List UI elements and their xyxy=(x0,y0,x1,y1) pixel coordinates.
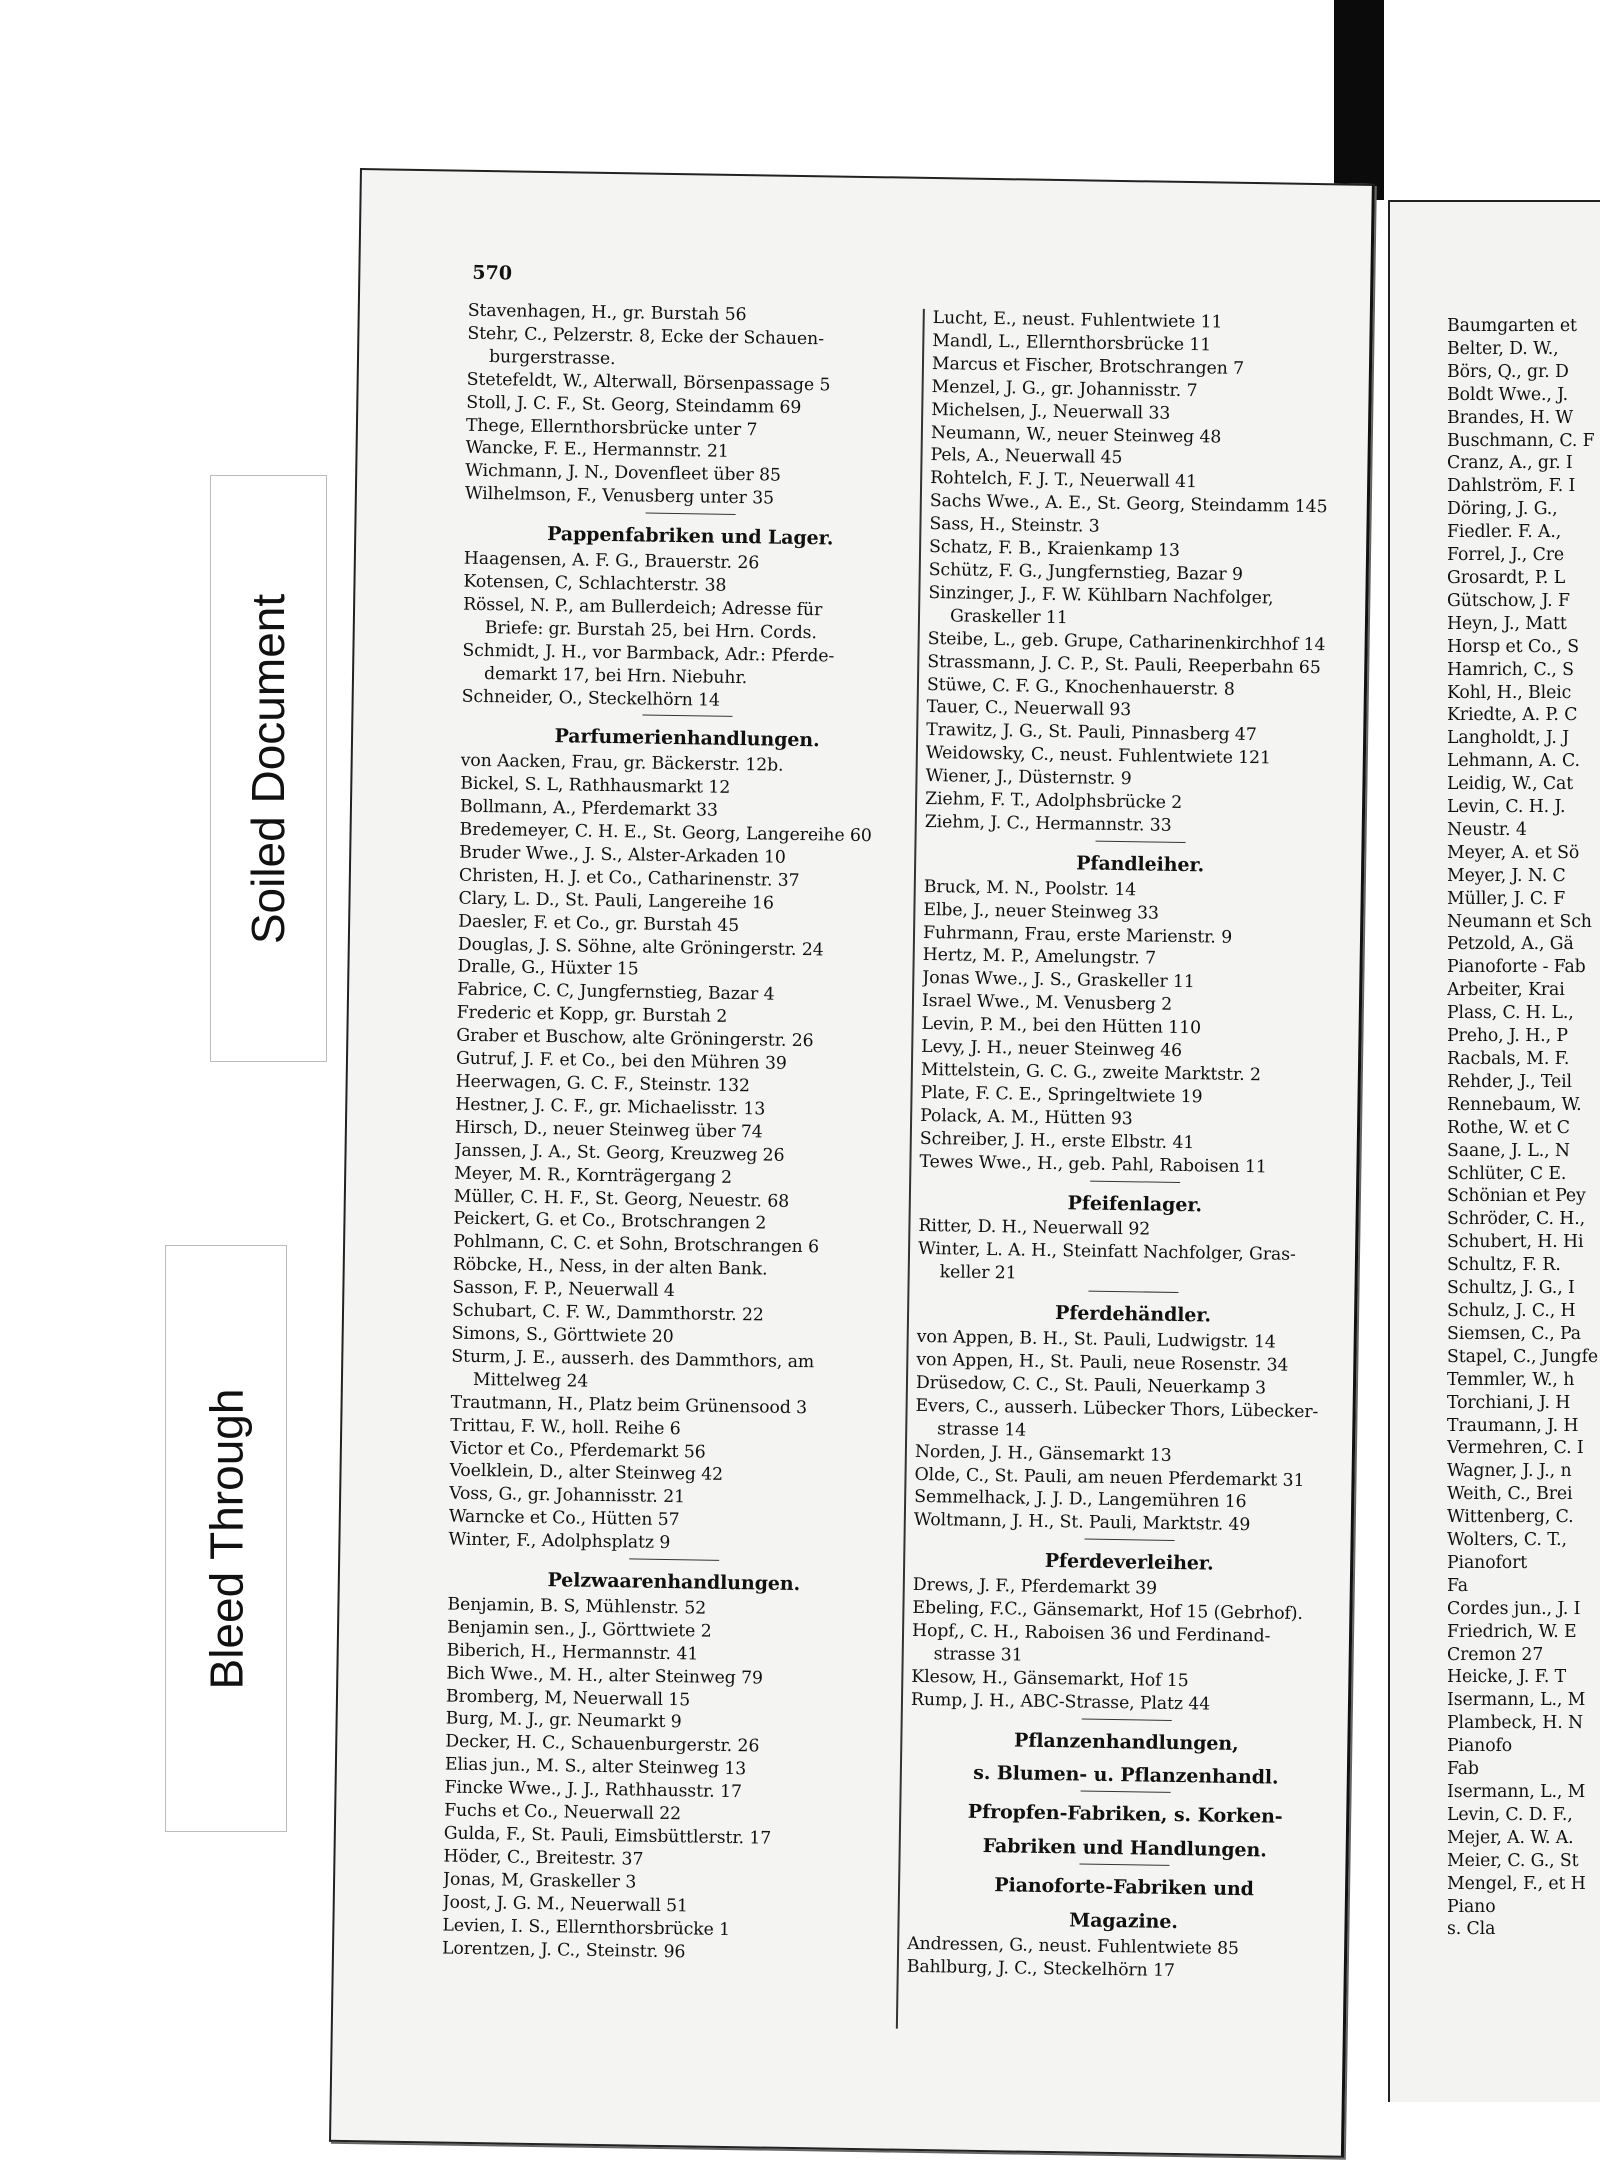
directory-entry: Winter, L. A. H., Steinfatt Nachfolger, Gras- xyxy=(917,1239,1296,1266)
section-rule xyxy=(1085,1539,1175,1541)
directory-entry: Levin, P. M., bei den Hütten 110 xyxy=(921,1014,1202,1039)
directory-entry: Janssen, J. A., St. Georg, Kreuzweg 26 xyxy=(454,1140,785,1166)
directory-entry: Röbcke, H., Ness, in der alten Bank. xyxy=(452,1254,768,1280)
directory-entry: Rump, J. H., ABC-Strasse, Platz 44 xyxy=(910,1689,1211,1715)
directory-entry: Ziehm, J. C., Hermannstr. 33 xyxy=(924,811,1172,836)
next-page-entry: Neustr. 4 xyxy=(1447,819,1527,840)
directory-entry: Haagensen, A. F. G., Brauerstr. 26 xyxy=(463,548,760,574)
directory-entry: Stavenhagen, H., gr. Burstah 56 xyxy=(467,300,747,326)
directory-entry: Daesler, F. et Co., gr. Burstah 45 xyxy=(458,911,740,936)
next-page-entry: Forrel, J., Cre xyxy=(1447,545,1564,566)
directory-entry: Clary, L. D., St. Pauli, Langereihe 16 xyxy=(458,888,774,914)
next-page-entry: Piano xyxy=(1447,1896,1496,1917)
section-rule xyxy=(1081,1791,1171,1793)
section-heading: Pferdehändler. xyxy=(1054,1302,1212,1327)
directory-entry: Drüsedow, C. C., St. Pauli, Neuerkamp 3 xyxy=(915,1372,1267,1399)
directory-entry: Jonas, M, Graskeller 3 xyxy=(442,1869,637,1893)
directory-entry: Decker, H. C., Schauenburgerstr. 26 xyxy=(445,1731,760,1757)
next-page-entry: Wagner, J. J., n xyxy=(1447,1461,1572,1482)
directory-entry: Benjamin sen., J., Görttwiete 2 xyxy=(446,1617,712,1642)
section-heading: Pfropfen-Fabriken, s. Korken- xyxy=(967,1801,1283,1829)
directory-entry: Bredemeyer, C. H. E., St. Georg, Langereihe 60 xyxy=(459,819,872,847)
next-page-entry: Hamrich, C., S xyxy=(1447,659,1574,680)
directory-entry: Wichmann, J. N., Dovenfleet über 85 xyxy=(465,461,782,486)
next-page-entry: Rothe, W. et C xyxy=(1447,1117,1570,1138)
directory-entry: Sachs Wwe., A. E., St. Georg, Steindamm 145 xyxy=(929,491,1328,518)
next-page-entry: Meier, C. G., St xyxy=(1447,1850,1579,1871)
directory-entry: Simons, S., Görttwiete 20 xyxy=(451,1323,674,1348)
section-rule xyxy=(1096,840,1186,842)
next-page-entry: Leidig, W., Cat xyxy=(1447,774,1574,795)
directory-entry: Hestner, J. C. F., gr. Michaelisstr. 13 xyxy=(455,1094,766,1120)
section-rule xyxy=(642,715,732,717)
directory-entry: Fuchs et Co., Neuerwall 22 xyxy=(444,1800,682,1825)
directory-entry: Pohlmann, C. C. et Sohn, Brotschrangen 6 xyxy=(452,1231,820,1258)
soiled-document-text: Soiled Document xyxy=(242,593,295,944)
section-heading: Parfumerienhandlungen. xyxy=(554,725,820,752)
directory-entry: Lucht, E., neust. Fuhlentwiete 11 xyxy=(932,308,1223,333)
directory-entry: Rohtelch, F. J. T., Neuerwall 41 xyxy=(930,468,1198,493)
next-page-entry: Fa xyxy=(1447,1575,1468,1596)
next-page-entry: Isermann, L., M xyxy=(1447,1690,1586,1711)
directory-column-right xyxy=(907,307,1365,1985)
directory-entry: Fuhrmann, Frau, erste Marienstr. 9 xyxy=(922,922,1233,948)
next-page-entry: Müller, J. C. F xyxy=(1447,888,1566,909)
next-page-entry: Cordes jun., J. I xyxy=(1447,1598,1581,1619)
next-page-entry: Cranz, A., gr. I xyxy=(1447,453,1573,474)
directory-entry: Burg, M. J., gr. Neumarkt 9 xyxy=(445,1709,682,1733)
directory-entry: Wancke, F. E., Hermannstr. 21 xyxy=(465,438,729,463)
next-page-entry: Brandes, H. W xyxy=(1447,407,1574,428)
directory-entry: Peickert, G. et Co., Brotschrangen 2 xyxy=(453,1209,767,1234)
directory-entry: Thege, Ellernthorsbrücke unter 7 xyxy=(465,415,758,440)
next-page-entry: Buschmann, C. F xyxy=(1447,430,1595,451)
directory-entry: Menzel, J. G., gr. Johannisstr. 7 xyxy=(931,376,1198,401)
directory-entry: Marcus et Fischer, Brotschrangen 7 xyxy=(931,353,1245,379)
directory-entry: Strassmann, J. C. P., St. Pauli, Reeperbahn 65 xyxy=(927,651,1321,678)
next-page-entry: Stapel, C., Jungfe xyxy=(1447,1346,1599,1367)
directory-entry: Stetefeldt, W., Alterwall, Börsenpassage 5 xyxy=(466,369,831,396)
directory-entry: Bromberg, M, Neuerwall 15 xyxy=(445,1686,691,1710)
section-note: Magazine. xyxy=(1069,1909,1179,1934)
next-page-entry: Neumann et Sch xyxy=(1447,911,1592,932)
directory-entry: Benjamin, B. S, Mühlenstr. 52 xyxy=(447,1594,707,1619)
next-page-entry: Torchiani, J. H xyxy=(1447,1392,1571,1413)
section-rule xyxy=(629,1558,719,1560)
directory-entry: Schreiber, J. H., erste Elbstr. 41 xyxy=(919,1128,1195,1153)
directory-entry: Woltmann, J. H., St. Pauli, Marktstr. 49 xyxy=(913,1510,1251,1536)
next-page-entry: Horsp et Co., S xyxy=(1447,636,1579,657)
directory-entry: von Appen, B. H., St. Pauli, Ludwigstr. 14 xyxy=(916,1326,1276,1353)
next-page-entry: Weith, C., Brei xyxy=(1447,1484,1573,1505)
next-page-entry: Gütschow, J. F xyxy=(1447,590,1570,611)
directory-entry: Michelsen, J., Neuerwall 33 xyxy=(931,399,1171,424)
section-rule xyxy=(1088,1291,1178,1293)
directory-entry: Winter, F., Adolphsplatz 9 xyxy=(448,1529,671,1554)
directory-entry: Kotensen, C, Schlachterstr. 38 xyxy=(463,571,727,596)
directory-entry: Ebeling, F.C., Gänsemarkt, Hof 15 (Gebrhof). xyxy=(912,1597,1303,1625)
section-rule xyxy=(1079,1864,1169,1866)
next-page-entry: Petzold, A., Gä xyxy=(1447,934,1574,955)
directory-entry: Neumann, W., neuer Steinweg 48 xyxy=(930,422,1222,448)
next-page-entry: Kohl, H., Bleic xyxy=(1447,682,1572,703)
next-page-entry: Langholdt, J. J xyxy=(1447,728,1570,749)
directory-entry: von Aacken, Frau, gr. Bäckerstr. 12b. xyxy=(460,750,784,777)
next-page-entry: Baumgarten et xyxy=(1447,316,1577,336)
next-page-entry: Dahlström, F. I xyxy=(1447,476,1576,497)
directory-entry: Klesow, H., Gänsemarkt, Hof 15 xyxy=(911,1666,1189,1691)
next-page-entry: Wolters, C. T., xyxy=(1447,1530,1567,1551)
directory-entry: Elbe, J., neuer Steinweg 33 xyxy=(923,899,1160,924)
directory-entry: Sinzinger, J., F. W. Kühlbarn Nachfolger, xyxy=(928,582,1274,609)
next-page-entry: Isermann, L., M xyxy=(1447,1782,1586,1802)
directory-entry: Schmidt, J. H., vor Barmback, Adr.: Pferde- xyxy=(462,640,835,667)
directory-entry: Olde, C., St. Pauli, am neuen Pferdemarkt 31 xyxy=(914,1464,1305,1491)
directory-entry: Douglas, J. S. Söhne, alte Gröningerstr. 24 xyxy=(457,934,824,960)
next-page-entry: Rehder, J., Teil xyxy=(1447,1071,1572,1092)
next-page-entry: Traumann, J. H xyxy=(1447,1415,1579,1436)
directory-entry: Plate, F. C. E., Springeltwiete 19 xyxy=(920,1082,1203,1108)
next-page-entry: Schröder, C. H., xyxy=(1447,1209,1585,1230)
directory-entry: Trittau, F. W., holl. Reihe 6 xyxy=(450,1415,681,1439)
next-page-entry: Levin, C. H. J. xyxy=(1447,797,1566,818)
soiled-document-label xyxy=(210,475,327,1062)
section-rule xyxy=(1090,1180,1180,1182)
directory-entry: Graber et Buschow, alte Gröningerstr. 26 xyxy=(456,1025,814,1052)
scanner-bar-right xyxy=(1384,0,1600,190)
next-page-entry: Plass, C. H. L., xyxy=(1447,1003,1574,1024)
directory-entry: Tauer, C., Neuerwall 93 xyxy=(926,697,1132,721)
directory-entry: Steibe, L., geb. Grupe, Catharinenkirchhof 14 xyxy=(927,628,1326,655)
section-heading: Pflanzenhandlungen, xyxy=(1013,1729,1239,1755)
directory-entry: Elias jun., M. S., alter Steinweg 13 xyxy=(444,1754,747,1780)
section-heading: Pfeifenlager. xyxy=(1067,1191,1203,1216)
directory-entry: Rössel, N. P., am Bullerdeich; Adresse für xyxy=(462,594,823,621)
next-page-entry: Schultz, J. G., I xyxy=(1447,1278,1575,1299)
directory-entry: Schubart, C. F. W., Dammthorstr. 22 xyxy=(451,1300,764,1326)
section-heading: Pelzwaarenhandlungen. xyxy=(547,1569,801,1596)
directory-entry: Stehr, C., Pelzerstr. 8, Ecke der Schauen- xyxy=(467,323,825,350)
directory-entry: Dralle, G., Hüxter 15 xyxy=(457,957,639,980)
next-page-entry: Preho, J. H., P xyxy=(1447,1026,1568,1047)
next-page-entry: Boldt Wwe., J. xyxy=(1447,384,1569,405)
directory-entry: Sass, H., Steinstr. 3 xyxy=(929,514,1100,537)
directory-entry: Wilhelmson, F., Venusberg unter 35 xyxy=(464,483,775,509)
page-number: 570 xyxy=(472,261,513,285)
directory-entry: Wiener, J., Düsternstr. 9 xyxy=(925,766,1132,790)
directory-entry: Bahlburg, J. C., Steckelhörn 17 xyxy=(906,1956,1175,1981)
directory-entry: Höder, C., Breitestr. 37 xyxy=(443,1846,644,1870)
directory-entry: Fincke Wwe., J. J., Rathhausstr. 17 xyxy=(444,1777,742,1803)
directory-entry-continuation: burgerstrasse. xyxy=(488,346,616,369)
scanner-bar-top xyxy=(1334,0,1384,152)
next-page-entry: Schultz, F. R. xyxy=(1447,1255,1561,1276)
directory-entry: Schütz, F. G., Jungfernstieg, Bazar 9 xyxy=(928,559,1243,585)
section-note: Fabriken und Handlungen. xyxy=(982,1835,1267,1862)
directory-entry: Bruck, M. N., Poolstr. 14 xyxy=(923,876,1137,901)
next-page-entry: Schönian et Pey xyxy=(1447,1186,1586,1207)
next-page-entry: Rennebaum, W. xyxy=(1447,1094,1582,1115)
next-page-entry: Heicke, J. F. T xyxy=(1447,1667,1567,1688)
directory-entry: Heerwagen, G. C. F., Steinstr. 132 xyxy=(455,1071,751,1097)
directory-entry: Lorentzen, J. C., Steinstr. 96 xyxy=(441,1938,686,1962)
directory-entry: Christen, H. J. et Co., Catharinenstr. 37 xyxy=(458,865,800,891)
directory-entry: Schatz, F. B., Kraienkamp 13 xyxy=(928,537,1180,561)
bleed-through-label xyxy=(165,1245,287,1832)
section-heading: Pappenfabriken und Lager. xyxy=(546,523,834,550)
next-page-entry: Pianoforte - Fab xyxy=(1447,957,1586,978)
directory-entry: Hertz, M. P., Amelungstr. 7 xyxy=(922,945,1157,970)
directory-entry: Frederic et Kopp, gr. Burstah 2 xyxy=(456,1002,728,1028)
directory-entry: Sasson, F. P., Neuerwall 4 xyxy=(452,1277,675,1302)
directory-entry: von Appen, H., St. Pauli, neue Rosenstr. 34 xyxy=(916,1349,1289,1376)
directory-entry: Drews, J. F., Pferdemarkt 39 xyxy=(912,1574,1158,1599)
directory-entry: Gulda, F., St. Pauli, Eimsbüttlerstr. 17 xyxy=(443,1823,772,1849)
next-page-entry: Meyer, J. N. C xyxy=(1447,865,1566,886)
next-page-entry: Racbals, M. F. xyxy=(1447,1049,1570,1069)
directory-entry-continuation: demarkt 17, bei Hrn. Niebuhr. xyxy=(483,663,748,688)
directory-entry: Evers, C., ausserh. Lübecker Thors, Lübecker- xyxy=(915,1395,1319,1422)
directory-entry: Trautmann, H., Platz beim Grünensood 3 xyxy=(450,1392,808,1418)
directory-entry: Warncke et Co., Hütten 57 xyxy=(448,1506,680,1531)
directory-entry-continuation: Graskeller 11 xyxy=(949,606,1068,628)
directory-entry: Hopf,, C. H., Raboisen 36 und Ferdinand- xyxy=(911,1620,1271,1647)
next-page-entry: Temmler, W., h xyxy=(1447,1369,1575,1390)
next-page-entry: Mengel, F., et H xyxy=(1447,1873,1586,1894)
next-page-entry: Belter, D. W., xyxy=(1447,338,1559,359)
directory-entry: Mandl, L., Ellernthorsbrücke 11 xyxy=(932,330,1212,356)
directory-entry: Semmelhack, J. J. D., Langemühren 16 xyxy=(914,1487,1247,1513)
next-page-entry: Grosardt, P. L xyxy=(1447,567,1566,588)
directory-entry: Stoll, J. C. F., St. Georg, Steindamm 69 xyxy=(466,392,802,418)
directory-entry: Levien, I. S., Ellernthorsbrücke 1 xyxy=(442,1915,731,1940)
bleed-through-text: Bleed Through xyxy=(200,1388,252,1689)
directory-entry: Schneider, O., Steckelhörn 14 xyxy=(461,686,721,711)
directory-entry: Bruder Wwe., J. S., Alster-Arkaden 10 xyxy=(459,842,786,868)
next-page-entry: Schlüter, C E. xyxy=(1447,1163,1567,1184)
directory-entry: Biberich, H., Hermannstr. 41 xyxy=(446,1640,699,1665)
next-page-entry: Mejer, A. W. A. xyxy=(1447,1827,1574,1848)
next-page-entry: Pianofort xyxy=(1447,1552,1528,1573)
section-heading: Pianoforte-Fabriken und xyxy=(994,1874,1254,1901)
directory-entry: Gutruf, J. F. et Co., bei den Mühren 39 xyxy=(455,1048,787,1074)
next-page-entry: Friedrich, W. E xyxy=(1447,1621,1577,1642)
directory-entry: Trawitz, J. G., St. Pauli, Pinnasberg 47 xyxy=(926,720,1257,746)
directory-entry: Tewes Wwe., H., geb. Pahl, Raboisen 11 xyxy=(919,1151,1267,1177)
next-page-entry: Fab xyxy=(1447,1759,1479,1780)
directory-entry: Voss, G., gr. Johannisstr. 21 xyxy=(449,1483,686,1508)
directory-entry: Joost, J. G. M., Neuerwall 51 xyxy=(442,1892,689,1917)
directory-entry: Norden, J. H., Gänsemarkt 13 xyxy=(914,1441,1172,1466)
next-page-entry: Wittenberg, C. xyxy=(1447,1507,1574,1528)
directory-entry: Jonas Wwe., J. S., Graskeller 11 xyxy=(922,968,1195,993)
directory-entry: Victor et Co., Pferdemarkt 56 xyxy=(449,1438,706,1463)
next-page-entry: Vermehren, C. I xyxy=(1447,1438,1584,1459)
directory-entry-continuation: keller 21 xyxy=(939,1262,1017,1284)
directory-entry: Levy, J. H., neuer Steinweg 46 xyxy=(921,1037,1183,1062)
directory-entry: Meyer, M. R., Kornträgergang 2 xyxy=(454,1163,733,1188)
section-rule xyxy=(1082,1718,1172,1720)
next-page-entry: Heyn, J., Matt xyxy=(1447,613,1567,634)
next-page-entry: Siemsen, C., Pa xyxy=(1447,1323,1581,1344)
next-page-entry: Pianofo xyxy=(1447,1736,1513,1757)
directory-entry: Bollmann, A., Pferdemarkt 33 xyxy=(459,796,719,821)
directory-entry: Ziehm, F. T., Adolphsbrücke 2 xyxy=(925,788,1183,814)
directory-entry: Weidowsky, C., neust. Fuhlentwiete 121 xyxy=(925,743,1272,769)
next-page-entry: s. Cla xyxy=(1447,1919,1496,1940)
next-page-entry: Börs, Q., gr. D xyxy=(1447,361,1569,382)
book-page-left xyxy=(329,168,1375,2158)
next-page-entry: Arbeiter, Krai xyxy=(1447,980,1565,1001)
section-rule xyxy=(646,513,736,515)
directory-entry: Ritter, D. H., Neuerwall 92 xyxy=(918,1216,1151,1240)
next-page-entry: Döring, J. G., xyxy=(1447,499,1558,520)
next-page-entry: Cremon 27 xyxy=(1447,1644,1544,1665)
next-page-entry: Meyer, A. et Sö xyxy=(1447,842,1580,863)
section-heading: Pfandleiher. xyxy=(1075,852,1205,877)
next-page-entry: Schulz, J. C., H xyxy=(1447,1300,1576,1321)
next-page-entry: Schubert, H. Hi xyxy=(1447,1232,1584,1253)
directory-entry: Voelklein, D., alter Steinweg 42 xyxy=(449,1460,724,1486)
next-page-entry: Plambeck, H. N xyxy=(1447,1713,1584,1734)
directory-entry-continuation: Mittelweg 24 xyxy=(472,1369,589,1392)
directory-entry: Hirsch, D., neuer Steinweg über 74 xyxy=(454,1117,763,1143)
section-note: s. Blumen- u. Pflanzenhandl. xyxy=(973,1762,1279,1790)
directory-entry: Müller, C. H. F., St. Georg, Neuestr. 68 xyxy=(453,1186,790,1212)
directory-entry: Andressen, G., neust. Fuhlentwiete 85 xyxy=(907,1933,1240,1960)
directory-entry-continuation: strasse 14 xyxy=(937,1418,1027,1441)
directory-column-next-page xyxy=(1447,315,1600,1941)
directory-column-left xyxy=(442,300,920,1967)
directory-entry: Bich Wwe., M. H., alter Steinweg 79 xyxy=(446,1663,764,1689)
directory-entry: Bickel, S. L, Rathhausmarkt 12 xyxy=(460,773,731,799)
section-heading: Pferdeverleiher. xyxy=(1044,1550,1214,1575)
next-page-entry: Kriedte, A. P. C xyxy=(1447,705,1578,726)
next-page-entry: Fiedler. F. A., xyxy=(1447,522,1562,543)
directory-entry: Israel Wwe., M. Venusberg 2 xyxy=(921,991,1173,1016)
directory-entry: Stüwe, C. F. G., Knochenhauerstr. 8 xyxy=(926,674,1235,700)
directory-entry: Sturm, J. E., ausserh. des Dammthors, am xyxy=(451,1346,815,1373)
next-page-entry: Levin, C. D. F., xyxy=(1447,1804,1573,1825)
directory-entry: Fabrice, C. C, Jungfernstieg, Bazar 4 xyxy=(456,980,775,1005)
directory-entry-continuation: Briefe: gr. Burstah 25, bei Hrn. Cords. xyxy=(484,617,817,644)
directory-entry: Pels, A., Neuerwall 45 xyxy=(930,445,1123,469)
directory-entry-continuation: strasse 31 xyxy=(933,1644,1023,1666)
directory-entry: Mittelstein, G. C. G., zweite Marktstr. 2 xyxy=(920,1059,1262,1086)
directory-entry: Polack, A. M., Hütten 93 xyxy=(920,1105,1133,1130)
next-page-entry: Saane, J. L., N xyxy=(1447,1140,1570,1161)
next-page-entry: Lehmann, A. C. xyxy=(1447,751,1580,772)
